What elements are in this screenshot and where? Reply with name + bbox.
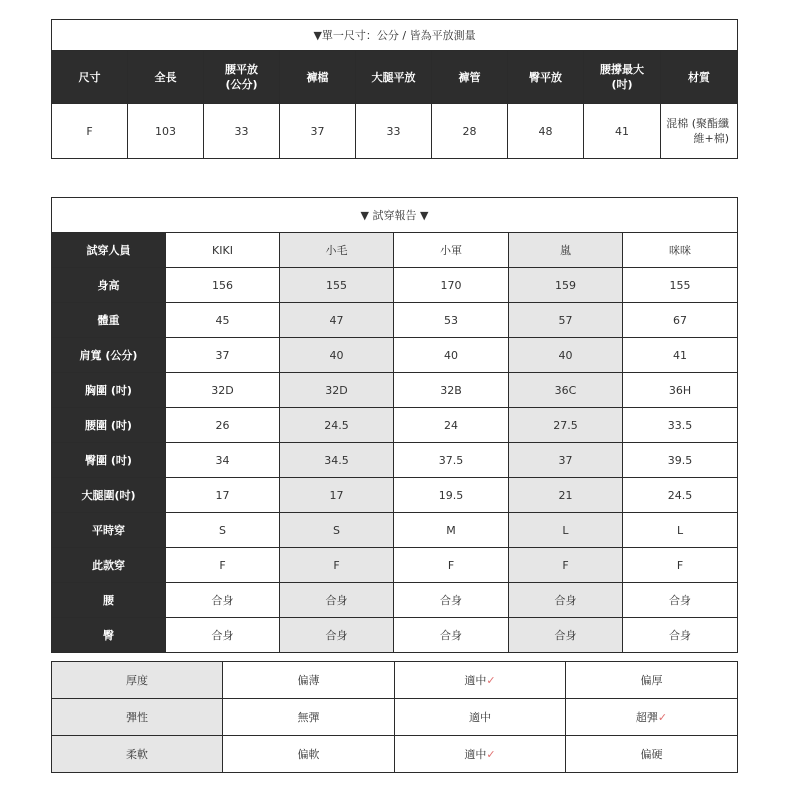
report-cell: 咪咪 [623, 233, 738, 268]
report-cell: 合身 [166, 618, 280, 653]
report-row [52, 408, 738, 443]
size-spec-header-row [52, 51, 738, 104]
report-cell: 40 [509, 338, 623, 373]
report-cell: 17 [166, 478, 280, 513]
report-cell: 21 [509, 478, 623, 513]
report-row-label: 試穿人員 [52, 233, 166, 268]
report-cell: M [394, 513, 509, 548]
report-cell: 合身 [394, 618, 509, 653]
spec-header-cell: 全長 [128, 51, 204, 104]
report-cell: 合身 [166, 583, 280, 618]
size-spec-table [51, 19, 738, 159]
report-row-label: 平時穿 [52, 513, 166, 548]
spec-header-cell: 材質 [661, 51, 738, 104]
feel-option-cell: 偏厚 [566, 662, 738, 699]
report-cell: S [280, 513, 394, 548]
report-cell: 170 [394, 268, 509, 303]
fitting-report-title: ▼ 試穿報告 ▼ [52, 198, 738, 233]
spec-header-cell: 臀平放 [508, 51, 584, 104]
feel-option-cell: 偏軟 [223, 736, 395, 773]
feel-row [52, 662, 738, 699]
feel-option-cell: 適中✓ [395, 662, 566, 699]
report-cell: L [623, 513, 738, 548]
report-row-label: 腰圍 (吋) [52, 408, 166, 443]
report-cell: 156 [166, 268, 280, 303]
report-cell: 155 [623, 268, 738, 303]
report-row [52, 373, 738, 408]
report-cell: 39.5 [623, 443, 738, 478]
report-cell: 24.5 [623, 478, 738, 513]
report-row [52, 478, 738, 513]
spec-value-cell: 48 [508, 104, 584, 159]
report-cell: 合身 [280, 583, 394, 618]
report-cell: S [166, 513, 280, 548]
check-icon: ✓ [486, 674, 496, 687]
check-icon: ✓ [486, 748, 496, 761]
report-cell: 19.5 [394, 478, 509, 513]
report-cell: 40 [394, 338, 509, 373]
spec-value-cell: 33 [204, 104, 280, 159]
spec-value-cell: F [52, 104, 128, 159]
report-cell: 41 [623, 338, 738, 373]
report-row [52, 338, 738, 373]
report-row-label: 臀 [52, 618, 166, 653]
report-cell: 37.5 [394, 443, 509, 478]
report-cell: F [166, 548, 280, 583]
report-cell: F [280, 548, 394, 583]
report-cell: 17 [280, 478, 394, 513]
report-cell: 33.5 [623, 408, 738, 443]
report-cell: 67 [623, 303, 738, 338]
report-cell: 34 [166, 443, 280, 478]
spec-header-cell: 大腿平放 [356, 51, 432, 104]
report-row-label: 體重 [52, 303, 166, 338]
report-cell: 合身 [623, 583, 738, 618]
report-cell: 32D [280, 373, 394, 408]
feel-option-cell: 偏硬 [566, 736, 738, 773]
report-cell: 32B [394, 373, 509, 408]
feel-row [52, 699, 738, 736]
spec-header-cell: 褲管 [432, 51, 508, 104]
report-cell: F [394, 548, 509, 583]
report-row [52, 583, 738, 618]
report-cell: L [509, 513, 623, 548]
spec-value-cell: 41 [584, 104, 661, 159]
feel-option-cell: 超彈✓ [566, 699, 738, 736]
feel-row-label: 厚度 [52, 662, 223, 699]
check-icon: ✓ [657, 711, 668, 724]
report-row [52, 303, 738, 338]
report-cell: 26 [166, 408, 280, 443]
report-cell: 24 [394, 408, 509, 443]
report-row [52, 268, 738, 303]
report-row [52, 233, 738, 268]
report-cell: 57 [509, 303, 623, 338]
report-cell: 45 [166, 303, 280, 338]
feel-option-cell: 適中✓ [395, 736, 566, 773]
feel-option-cell: 無彈 [223, 699, 395, 736]
report-row-label: 此款穿 [52, 548, 166, 583]
report-cell: 27.5 [509, 408, 623, 443]
report-cell: KIKI [166, 233, 280, 268]
report-cell: 合身 [623, 618, 738, 653]
report-cell: 24.5 [280, 408, 394, 443]
report-cell: 小軍 [394, 233, 509, 268]
report-row-label: 身高 [52, 268, 166, 303]
spec-header-cell: 腰撐最大 (吋) [584, 51, 661, 104]
feel-option-cell: 適中 [395, 699, 566, 736]
size-spec-value-row [52, 104, 738, 159]
spec-header-cell: 褲檔 [280, 51, 356, 104]
report-row-label: 肩寬 (公分) [52, 338, 166, 373]
report-cell: 47 [280, 303, 394, 338]
feel-option-cell: 偏薄 [223, 662, 395, 699]
report-cell: 155 [280, 268, 394, 303]
report-row-label: 大腿圍(吋) [52, 478, 166, 513]
report-cell: 合身 [509, 583, 623, 618]
fabric-feel-table [51, 661, 738, 773]
report-row [52, 548, 738, 583]
spec-header-cell: 腰平放 (公分) [204, 51, 280, 104]
report-row-label: 臀圍 (吋) [52, 443, 166, 478]
spec-value-cell: 混棉 (聚酯纖 維+棉) [661, 104, 738, 159]
report-cell: 36C [509, 373, 623, 408]
report-row [52, 513, 738, 548]
report-cell: 合身 [280, 618, 394, 653]
spec-value-cell: 103 [128, 104, 204, 159]
report-cell: 32D [166, 373, 280, 408]
size-spec-title: ▼單一尺寸：公分 / 皆為平放測量 [52, 20, 738, 51]
report-cell: 嵐 [509, 233, 623, 268]
report-row [52, 618, 738, 653]
report-cell: 37 [509, 443, 623, 478]
report-row [52, 443, 738, 478]
report-cell: 53 [394, 303, 509, 338]
spec-header-cell: 尺寸 [52, 51, 128, 104]
report-cell: 合身 [394, 583, 509, 618]
report-cell: 40 [280, 338, 394, 373]
report-cell: 合身 [509, 618, 623, 653]
fitting-report-table [51, 197, 738, 653]
report-cell: 36H [623, 373, 738, 408]
report-cell: 159 [509, 268, 623, 303]
report-cell: 小毛 [280, 233, 394, 268]
report-cell: F [623, 548, 738, 583]
report-cell: 34.5 [280, 443, 394, 478]
spec-value-cell: 37 [280, 104, 356, 159]
feel-row-label: 彈性 [52, 699, 223, 736]
report-row-label: 腰 [52, 583, 166, 618]
report-cell: F [509, 548, 623, 583]
spec-value-cell: 33 [356, 104, 432, 159]
report-row-label: 胸圍 (吋) [52, 373, 166, 408]
feel-row-label: 柔軟 [52, 736, 223, 773]
feel-row [52, 736, 738, 773]
report-cell: 37 [166, 338, 280, 373]
spec-value-cell: 28 [432, 104, 508, 159]
